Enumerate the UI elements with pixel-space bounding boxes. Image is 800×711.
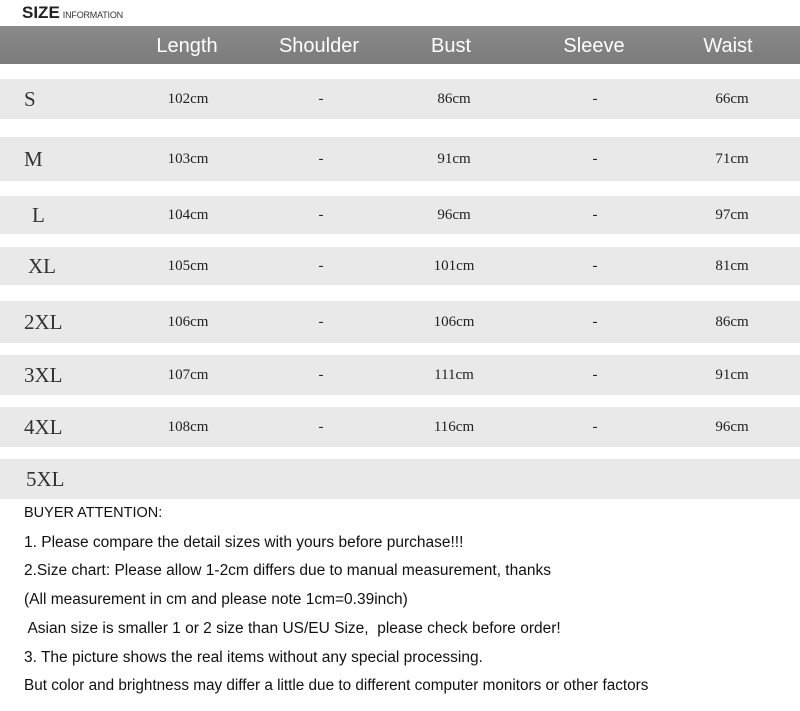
note-line: 2.Size chart: Please allow 1-2cm differs due to manual measurement, thanks (24, 562, 551, 579)
length-cell: 105cm (167, 257, 209, 274)
table-row (0, 196, 800, 234)
sleeve-cell: - (592, 313, 598, 330)
size-label: 4XL (24, 414, 63, 439)
size-label: M (24, 146, 43, 171)
size-label: L (32, 202, 45, 227)
size-label: 2XL (24, 309, 63, 334)
title-main: SIZE (22, 3, 60, 22)
table-row (0, 459, 800, 499)
bust-cell: 106cm (433, 313, 475, 330)
sleeve-cell: - (592, 206, 598, 223)
length-cell: 104cm (167, 206, 209, 223)
size-label: 3XL (24, 362, 63, 387)
bust-cell: 86cm (437, 90, 471, 107)
notes-heading: BUYER ATTENTION: (24, 505, 163, 521)
length-cell: 103cm (167, 150, 209, 167)
length-cell: 102cm (167, 90, 209, 107)
column-header-bust: Bust (430, 35, 472, 57)
shoulder-cell: - (318, 313, 324, 330)
shoulder-cell: - (318, 206, 324, 223)
size-label: XL (28, 253, 56, 278)
section-title (22, 3, 123, 23)
waist-cell: 96cm (715, 418, 749, 435)
sleeve-cell: - (592, 366, 598, 383)
shoulder-cell: - (318, 150, 324, 167)
sleeve-cell: - (592, 257, 598, 274)
waist-cell: 97cm (715, 206, 749, 223)
waist-cell: 91cm (715, 366, 749, 383)
length-cell: 108cm (167, 418, 209, 435)
sleeve-cell: - (592, 150, 598, 167)
note-line: 3. The picture shows the real items without any special processing. (24, 649, 483, 666)
waist-cell: 66cm (715, 90, 749, 107)
shoulder-cell: - (318, 257, 324, 274)
table-row (0, 355, 800, 395)
shoulder-cell: - (318, 418, 324, 435)
table-header (0, 26, 800, 64)
column-header-length: Length (156, 35, 218, 57)
shoulder-cell: - (318, 90, 324, 107)
waist-cell: 71cm (715, 150, 749, 167)
bust-cell: 96cm (437, 206, 471, 223)
bust-cell: 111cm (434, 366, 474, 383)
column-header-sleeve: Sleeve (563, 35, 625, 57)
bust-cell: 116cm (433, 418, 475, 435)
title-sub: INFORMATION (62, 10, 123, 20)
size-label: S (24, 86, 36, 111)
sleeve-cell: - (592, 90, 598, 107)
length-cell: 106cm (167, 313, 209, 330)
column-header-shoulder: Shoulder (278, 35, 360, 57)
bust-cell: 101cm (433, 257, 475, 274)
size-label: 5XL (26, 466, 65, 491)
length-cell: 107cm (167, 366, 209, 383)
waist-cell: 81cm (715, 257, 749, 274)
table-row (0, 137, 800, 181)
shoulder-cell: - (318, 366, 324, 383)
note-line: But color and brightness may differ a little due to different computer monitors or other factors (24, 677, 649, 694)
note-line: 1. Please compare the detail sizes with yours before purchase!!! (24, 534, 464, 551)
column-header-waist: Waist (703, 35, 753, 57)
table-row (0, 301, 800, 343)
table-row (0, 79, 800, 119)
note-line: (All measurement in cm and please note 1cm=0.39inch) (24, 591, 408, 608)
waist-cell: 86cm (715, 313, 749, 330)
note-line: Asian size is smaller 1 or 2 size than US/EU Size, please check before order! (24, 620, 561, 637)
sleeve-cell: - (592, 418, 598, 435)
table-row (0, 407, 800, 447)
bust-cell: 91cm (437, 150, 471, 167)
table-row (0, 247, 800, 285)
